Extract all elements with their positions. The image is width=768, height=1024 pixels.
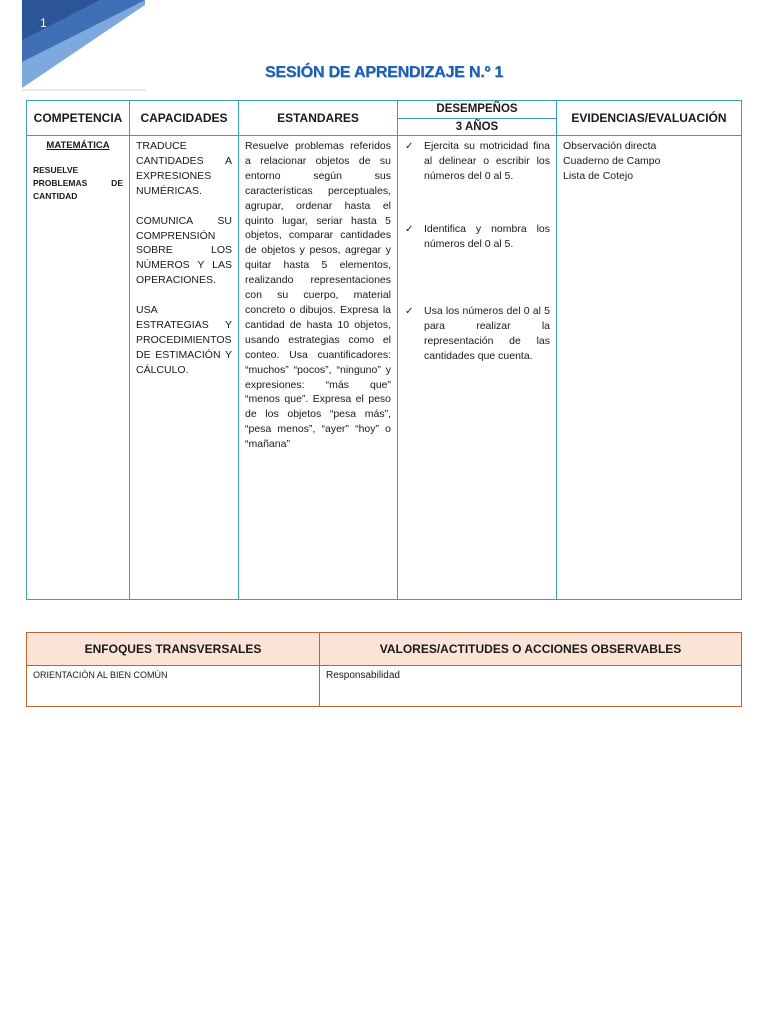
desempeno-item: ✓ Usa los números del 0 al 5 para realizar la representación de las cantidades que cuenta. <box>405 305 550 362</box>
valor-cell: Responsabilidad <box>320 666 742 707</box>
competencia-cell <box>27 136 130 600</box>
evidencias-cell <box>557 136 742 600</box>
competencias-table <box>26 100 742 600</box>
check-icon: ✓ <box>405 141 414 152</box>
desempeno-item: ✓ Identifica y nombra los números del 0 al 5. <box>405 223 550 250</box>
estandar-text: Resuelve problemas referidos a relacionar objetos de su entorno según sus características perceptuales, agrupar, ordenar hasta el quinto lugar, seriar hasta 5 objetos, comparar cantidades de objetos y pesos, agregar y quitar hasta 5 elementos, realizando representaciones con su cuerpo, material concreto o dibujos. Expresa la cantidad de hasta 10 objetos, usando estrategias como el conteo. Usa cuantificadores: “muchos” “pocos”, “ninguno” y expresiones: “más que” “menos que”. Expresa el peso de los objetos “pesa más”, “pesa menos”, “ayer” “hoy” o “mañana” <box>245 140 391 451</box>
page-title: SESIÓN DE APRENDIZAJE N.º 1 <box>264 64 504 81</box>
competencia-nombre: RESUELVE PROBLEMAS DE CANTIDAD <box>33 164 123 201</box>
capacidades-cell <box>130 136 239 600</box>
header-edad: 3 AÑOS <box>398 118 557 136</box>
header-enfoques: ENFOQUES TRANSVERSALES <box>27 633 320 666</box>
enfoques-table <box>26 632 742 707</box>
page-number: 1 <box>40 16 47 30</box>
competencia-area: MATEMÁTICA <box>46 140 110 151</box>
enfoque-cell: ORIENTACIÓN AL BIEN COMÚN <box>27 666 320 707</box>
check-icon: ✓ <box>405 306 414 317</box>
capacidad-item: COMUNICA SU COMPRENSIÓN SOBRE LOS NÚMEROS Y LAS OPERACIONES. <box>136 214 232 287</box>
evidencia-item: Lista de Cotejo <box>563 169 634 182</box>
header-valores: VALORES/ACTITUDES O ACCIONES OBSERVABLES <box>320 633 742 666</box>
desempenos-cell <box>398 136 557 600</box>
header-desempenos: DESEMPEÑOS <box>398 101 557 119</box>
check-icon: ✓ <box>405 224 414 235</box>
table-row <box>27 666 742 707</box>
desempeno-item: ✓ Ejercita su motricidad fina al delinear o escribir los números del 0 al 5. <box>405 140 550 182</box>
evidencia-item: Cuaderno de Campo <box>563 154 661 167</box>
evidencia-item: Observación directa <box>563 140 657 152</box>
capacidad-item: TRADUCE CANTIDADES A EXPRESIONES NUMÉRICAS. <box>136 140 232 197</box>
header-estandares: ESTANDARES <box>239 101 398 136</box>
header-competencia: COMPETENCIA <box>27 101 130 136</box>
header-evidencias: EVIDENCIAS/EVALUACIÓN <box>557 101 742 136</box>
capacidad-item: USA ESTRATEGIAS Y PROCEDIMIENTOS DE ESTIMACIÓN Y CÁLCULO. <box>136 304 232 376</box>
header-capacidades: CAPACIDADES <box>130 101 239 136</box>
estandar-cell <box>239 136 398 600</box>
